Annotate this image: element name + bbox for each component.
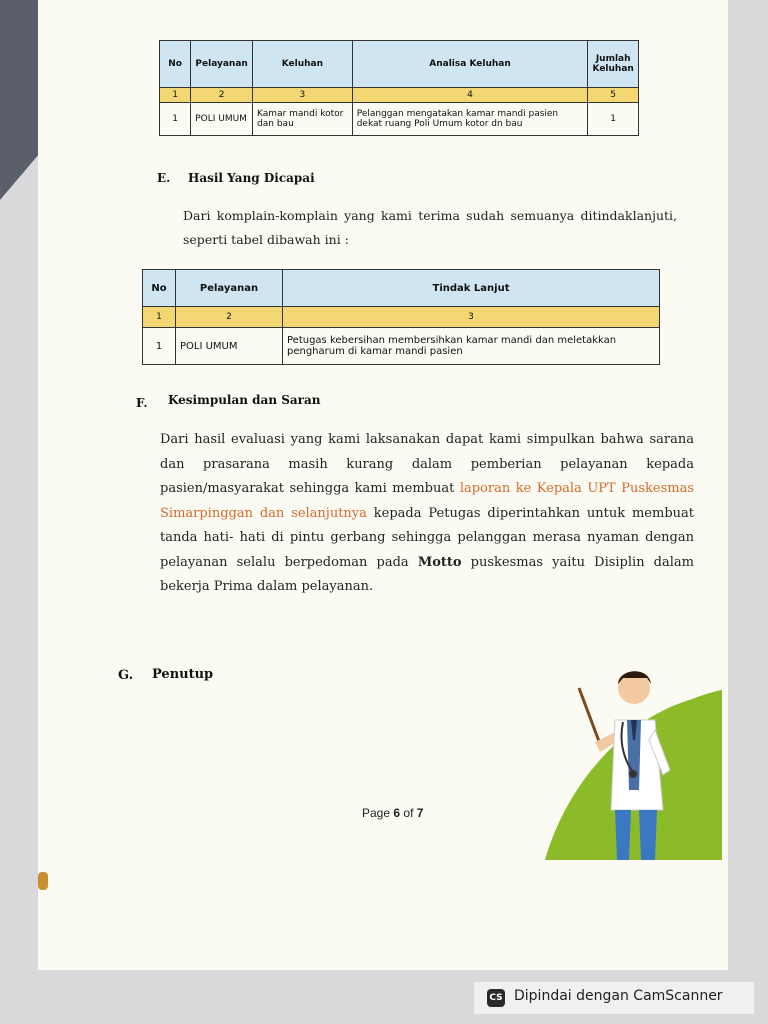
cell-keluhan: Kamar mandi kotor dan bau [253, 103, 353, 136]
num-cell: 1 [143, 307, 176, 328]
num-cell: 5 [588, 88, 639, 103]
scan-stain [38, 872, 48, 890]
section-e-title: Hasil Yang Dicapai [188, 171, 315, 185]
cell-tindak: Petugas kebersihan membersihkan kamar mandi dan meletakkan pengharum di kamar mandi pasien [283, 328, 660, 365]
complaint-table [159, 40, 639, 136]
table-row [160, 103, 639, 136]
num-cell: 1 [160, 88, 191, 103]
page-footer [362, 806, 423, 820]
section-e-text: Dari komplain-komplain yang kami terima sudah semuanya ditindaklanjuti, seperti tabel dibawah ini : [183, 208, 677, 247]
text-part: puskesmas yaitu Disiplin dalam bekerja Prima dalam pelayanan. [160, 554, 694, 594]
col-header-tindak: Tindak Lanjut [283, 270, 660, 307]
cell-pelayanan: POLI UMUM [176, 328, 283, 365]
camscanner-label: Dipindai dengan CamScanner [514, 988, 723, 1004]
col-header-no: No [143, 270, 176, 307]
text-part: Dari hasil evaluasi yang kami laksanakan dapat kami simpulkan bahwa sarana dan prasarana masih kurang dalam pemberian pelayanan kepada pasien/masyarakat sehingga kami membuat [160, 432, 694, 496]
page-total: 7 [416, 806, 424, 820]
col-header-jumlah: Jumlah Keluhan [588, 41, 639, 88]
col-header-no: No [160, 41, 191, 88]
num-cell: 3 [253, 88, 353, 103]
num-cell: 2 [191, 88, 253, 103]
table-row [143, 328, 660, 365]
of-label: of [403, 806, 414, 820]
camscanner-logo-icon: CS [487, 989, 505, 1007]
cell-no: 1 [160, 103, 191, 136]
col-header-keluhan: Keluhan [253, 41, 353, 88]
num-cell: 3 [283, 307, 660, 328]
num-cell: 2 [176, 307, 283, 328]
num-cell: 4 [352, 88, 588, 103]
section-g-letter: G. [118, 668, 134, 683]
page-number: 6 [393, 806, 401, 820]
page-label: Page [362, 806, 391, 820]
cell-pelayanan: POLI UMUM [191, 103, 253, 136]
doctor-illustration-icon [545, 660, 723, 862]
section-f-title: Kesimpulan dan Saran [168, 393, 321, 407]
cell-analisa: Pelanggan mengatakan kamar mandi pasien dekat ruang Poli Umum kotor dn bau [352, 103, 588, 136]
col-header-pelayanan: Pelayanan [191, 41, 253, 88]
section-e-letter: E. [157, 171, 171, 185]
col-header-pelayanan: Pelayanan [176, 270, 283, 307]
cell-jumlah: 1 [588, 103, 639, 136]
section-f-letter: F. [136, 396, 148, 410]
bold-text: Motto [417, 554, 462, 570]
text-part: kepada Petugas diperintahkan untuk membuat tanda hati- hati di pintu gerbang sehingga pelanggan merasa nyaman dengan pelayanan selalu berpedoman pada [160, 505, 694, 570]
section-g-title: Penutup [152, 667, 214, 682]
cell-no: 1 [143, 328, 176, 365]
highlight-text: laporan ke Kepala UPT Puskesmas Simarpinggan dan selanjutnya [160, 481, 695, 521]
followup-table [142, 269, 660, 365]
col-header-analisa: Analisa Keluhan [352, 41, 588, 88]
section-f-text [160, 428, 694, 600]
